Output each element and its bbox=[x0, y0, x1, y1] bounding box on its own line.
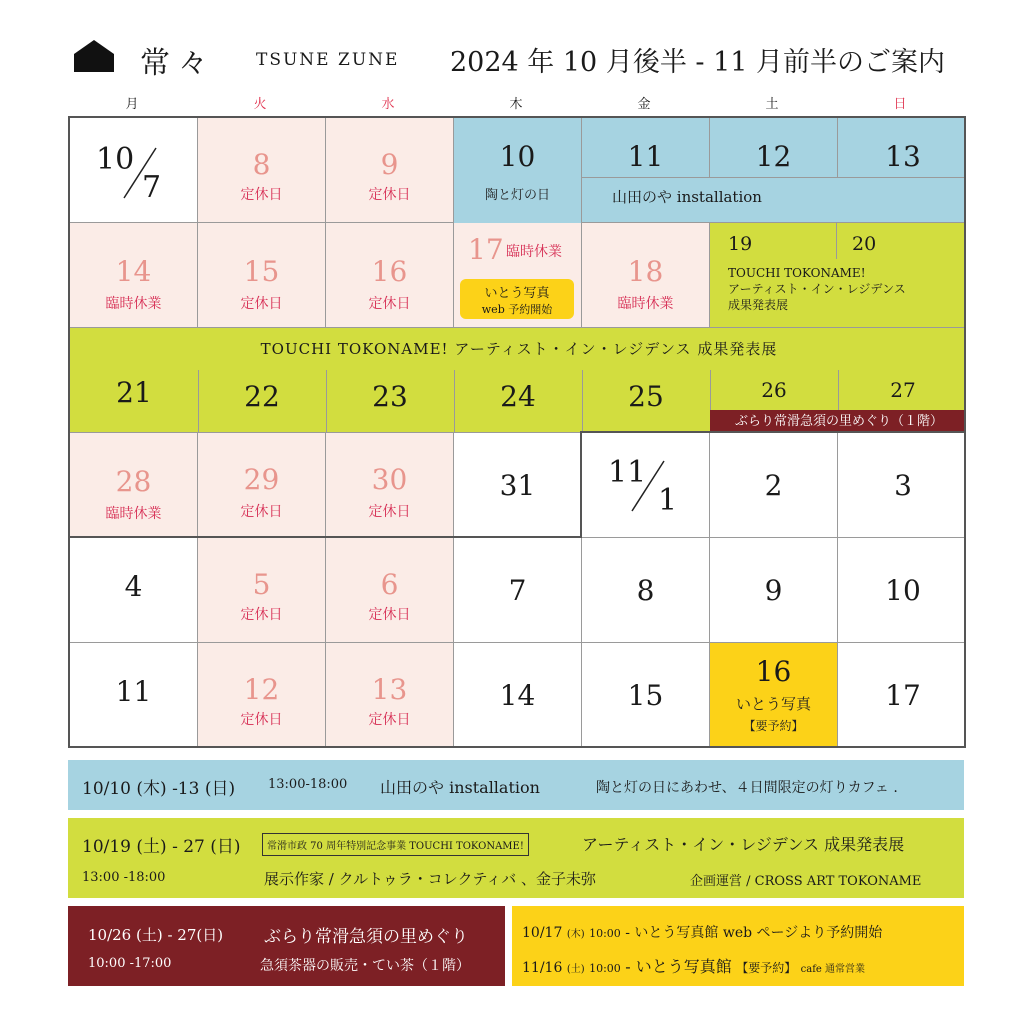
day-oct-11[interactable] bbox=[582, 118, 710, 178]
weekday-sun: 日 bbox=[893, 97, 907, 112]
weekend-note-3: 成果発表展 bbox=[728, 298, 789, 312]
day-nov-16[interactable] bbox=[710, 643, 838, 748]
closed-tag: 定休日 bbox=[368, 296, 411, 312]
info-title: アーティスト・イン・レジデンス 成果発表展 bbox=[582, 835, 905, 854]
info-line-1-day: (木) bbox=[566, 929, 585, 940]
day-number: 15 bbox=[243, 255, 280, 288]
info-date: 10/10 (木) -13 (日) bbox=[82, 779, 236, 799]
day-number: 8 bbox=[252, 148, 271, 181]
house-logo-icon bbox=[72, 38, 116, 74]
weekday-sat: 土 bbox=[765, 97, 779, 112]
closed-tag: 臨時休業 bbox=[105, 506, 162, 522]
day-oct-17[interactable] bbox=[454, 223, 582, 328]
day-number: 13 bbox=[371, 673, 408, 706]
day-oct-21-number: 21 bbox=[116, 376, 152, 409]
info-title: ぶらり常滑急須の里めぐり bbox=[264, 927, 468, 947]
brand-name: 常々 bbox=[140, 46, 216, 81]
day-number: 29 bbox=[243, 463, 280, 496]
day-nov-15[interactable] bbox=[582, 643, 710, 748]
weekday-wed: 水 bbox=[381, 97, 395, 112]
info-line-2-time: 10:00 bbox=[589, 962, 621, 975]
day-nov-7[interactable] bbox=[454, 538, 582, 643]
event-tag: 陶と灯の日 bbox=[484, 188, 550, 203]
day-number: 2 bbox=[764, 469, 783, 502]
info-organizer: 企画運営 / CROSS ART TOKONAME bbox=[690, 874, 922, 889]
weekend-oct-19-20[interactable] bbox=[710, 223, 966, 328]
day-oct-25-number: 25 bbox=[628, 380, 664, 413]
brand-name-en: TSUNE ZUNE bbox=[256, 50, 400, 70]
info-line-2-badge: 【要予約】 bbox=[736, 961, 797, 975]
day-number: 17 bbox=[468, 233, 504, 266]
info-line-1-date: 10/17 bbox=[522, 925, 563, 941]
day-oct-10[interactable] bbox=[454, 118, 582, 223]
closed-tag: 定休日 bbox=[368, 187, 411, 203]
day-number: 14 bbox=[115, 255, 152, 288]
day-oct-12[interactable] bbox=[710, 118, 838, 178]
day-oct-31[interactable] bbox=[454, 433, 582, 538]
day-divider bbox=[836, 223, 837, 259]
day-oct-14[interactable] bbox=[70, 223, 198, 328]
closed-tag: 定休日 bbox=[368, 712, 411, 728]
day-number: 28 bbox=[115, 465, 152, 498]
day-label: 7 bbox=[142, 170, 162, 205]
day-oct-30[interactable] bbox=[326, 433, 454, 538]
day-nov-2[interactable] bbox=[710, 433, 838, 538]
closed-tag: 定休日 bbox=[368, 504, 411, 520]
day-number: 8 bbox=[636, 574, 655, 607]
day-oct-19-number: 19 bbox=[728, 233, 753, 255]
day-number: 10 bbox=[499, 140, 536, 173]
day-label: 1 bbox=[658, 483, 678, 518]
day-oct-16[interactable] bbox=[326, 223, 454, 328]
weekend-note-1: TOUCHI TOKONAME! bbox=[728, 266, 866, 280]
day-oct-27-number: 27 bbox=[890, 378, 916, 402]
closed-tag: 臨時休業 bbox=[617, 296, 674, 312]
day-oct-15[interactable] bbox=[198, 223, 326, 328]
reservation-tag: 【要予約】 bbox=[743, 719, 804, 733]
info-line-2-date: 11/16 bbox=[522, 960, 563, 976]
info-touchi[interactable] bbox=[68, 818, 964, 898]
day-number: 12 bbox=[755, 140, 792, 173]
badge-line-2: web 予約開始 bbox=[481, 303, 553, 316]
info-artists: 展示作家 / クルトゥラ・コレクティバ 、金子未弥 bbox=[264, 870, 597, 888]
day-number: 4 bbox=[124, 570, 143, 603]
info-time: 10:00 -17:00 bbox=[88, 956, 172, 971]
info-title: 山田のや installation bbox=[380, 778, 540, 797]
weekend-note-2: アーティスト・イン・レジデンス bbox=[728, 282, 906, 296]
closed-tag: 定休日 bbox=[240, 296, 283, 312]
day-oct-8[interactable] bbox=[198, 118, 326, 223]
header bbox=[0, 0, 1022, 90]
exhibition-week[interactable] bbox=[70, 328, 966, 433]
day-nov-3[interactable] bbox=[838, 433, 966, 538]
furari-event-band[interactable]: ぶらり常滑急須の里めぐり（１階） bbox=[710, 410, 966, 433]
info-time: 13:00 -18:00 bbox=[82, 870, 166, 885]
info-desc: 急須茶器の販売・てい茶（１階） bbox=[260, 958, 470, 974]
day-number: 14 bbox=[499, 679, 536, 712]
day-nov-9[interactable] bbox=[710, 538, 838, 643]
info-itou-photo[interactable] bbox=[512, 906, 964, 986]
day-nov-6[interactable] bbox=[326, 538, 454, 643]
day-number: 16 bbox=[371, 255, 408, 288]
day-number: 13 bbox=[885, 140, 921, 173]
day-oct-29[interactable] bbox=[198, 433, 326, 538]
day-oct-23-number: 23 bbox=[372, 380, 408, 413]
day-number: 11 bbox=[627, 140, 664, 173]
info-desc: 陶と灯の日にあわせ、４日間限定の灯りカフェ . bbox=[596, 780, 898, 796]
day-nov-12[interactable] bbox=[198, 643, 326, 748]
event-tag: いとう写真 bbox=[735, 695, 811, 713]
info-line-1-text: - いとう写真館 web ページより予約開始 bbox=[625, 925, 883, 941]
photo-reservation-badge[interactable] bbox=[460, 279, 574, 319]
info-line-2-text: - いとう写真館 bbox=[625, 957, 732, 976]
day-number: 17 bbox=[885, 679, 921, 712]
day-nov-13[interactable] bbox=[326, 643, 454, 748]
day-nov-5[interactable] bbox=[198, 538, 326, 643]
closed-tag: 定休日 bbox=[240, 712, 283, 728]
calendar-grid bbox=[68, 116, 966, 748]
day-number: 9 bbox=[764, 574, 783, 607]
info-furari[interactable] bbox=[68, 906, 505, 986]
exhibition-band-label: TOUCHI TOKONAME! アーティスト・イン・レジデンス 成果発表展 bbox=[260, 340, 778, 358]
day-number: 16 bbox=[755, 655, 792, 688]
day-number: 3 bbox=[894, 469, 912, 502]
day-number: 30 bbox=[371, 463, 408, 496]
weekday-fri: 金 bbox=[637, 97, 651, 112]
info-boxed-label: 常滑市政 70 周年特別記念事業 TOUCHI TOKONAME! bbox=[262, 833, 529, 856]
event-band-yamada[interactable] bbox=[582, 178, 966, 223]
day-oct-20-number: 20 bbox=[852, 233, 877, 255]
day-number: 15 bbox=[627, 679, 664, 712]
day-nov-11[interactable] bbox=[70, 643, 198, 748]
closed-tag: 定休日 bbox=[240, 504, 283, 520]
day-oct-7[interactable] bbox=[70, 118, 198, 223]
info-line-1-time: 10:00 bbox=[589, 927, 621, 940]
info-line-1 bbox=[522, 922, 882, 942]
day-number: 12 bbox=[243, 673, 280, 706]
info-line-2-day: (土) bbox=[566, 964, 585, 975]
info-date: 10/19 (土) - 27 (日) bbox=[82, 837, 241, 857]
day-oct-22-number: 22 bbox=[244, 380, 280, 413]
closed-tag: 定休日 bbox=[368, 607, 411, 623]
day-oct-24-number: 24 bbox=[500, 380, 536, 413]
closed-tag: 臨時休業 bbox=[105, 296, 162, 312]
info-line-2-note: cafe 通常営業 bbox=[800, 964, 866, 975]
day-oct-18[interactable] bbox=[582, 223, 710, 328]
closed-tag: 定休日 bbox=[240, 187, 283, 203]
day-number: 5 bbox=[252, 568, 271, 601]
day-number: 7 bbox=[508, 574, 527, 607]
day-oct-28[interactable] bbox=[70, 433, 198, 538]
day-number: 10 bbox=[885, 574, 921, 607]
closed-tag: 定休日 bbox=[240, 607, 283, 623]
event-band-label: 山田のや installation bbox=[612, 188, 762, 206]
day-nov-4[interactable] bbox=[70, 538, 198, 643]
info-date: 10/26 (土) - 27(日) bbox=[88, 926, 224, 944]
day-number: 11 bbox=[115, 675, 152, 708]
day-oct-26-number: 26 bbox=[761, 378, 787, 402]
day-nov-8[interactable] bbox=[582, 538, 710, 643]
info-time: 13:00-18:00 bbox=[268, 777, 348, 792]
day-number: 6 bbox=[380, 568, 399, 601]
day-oct-13[interactable] bbox=[838, 118, 966, 178]
page-title: 2024 年 10 月後半 - 11 月前半のご案内 bbox=[450, 47, 946, 78]
day-number: 31 bbox=[499, 469, 536, 502]
day-nov-10[interactable] bbox=[838, 538, 966, 643]
weekday-tue: 火 bbox=[253, 97, 267, 112]
info-yamada[interactable] bbox=[68, 760, 964, 810]
day-nov-17[interactable] bbox=[838, 643, 966, 748]
info-line-2 bbox=[522, 954, 865, 977]
day-oct-9[interactable] bbox=[326, 118, 454, 223]
weekday-mon: 月 bbox=[125, 97, 139, 112]
month-label: 11 bbox=[608, 455, 647, 490]
day-nov-1[interactable] bbox=[582, 433, 710, 538]
day-nov-14[interactable] bbox=[454, 643, 582, 748]
weekend-note bbox=[728, 265, 906, 313]
day-number: 18 bbox=[627, 255, 664, 288]
closed-tag: 臨時休業 bbox=[506, 244, 562, 260]
month-label: 10 bbox=[96, 142, 135, 177]
weekday-thu: 木 bbox=[509, 97, 523, 112]
day-number: 9 bbox=[380, 148, 399, 181]
badge-line-1: いとう写真 bbox=[484, 286, 550, 301]
